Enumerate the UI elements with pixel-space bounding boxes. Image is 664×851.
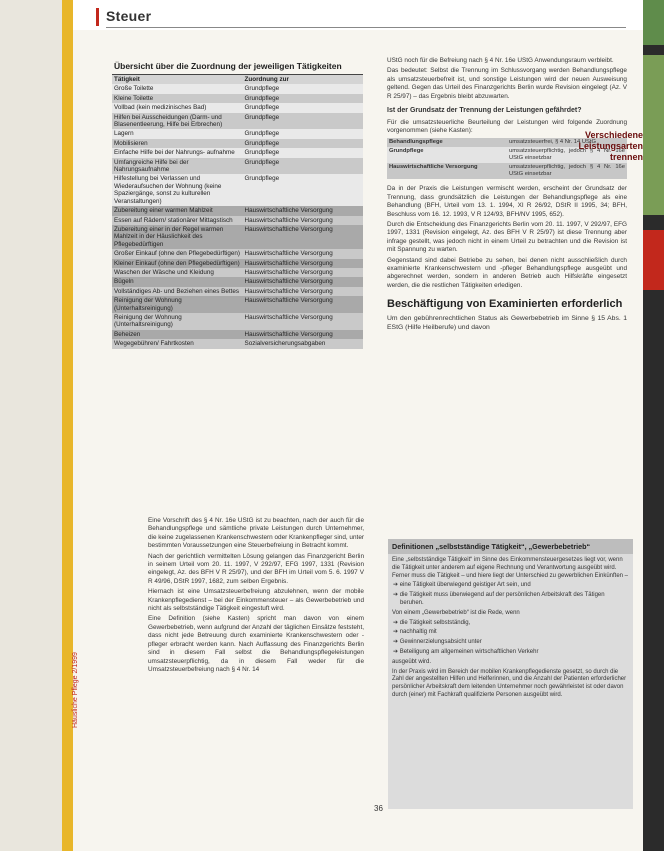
category-cell: Grundpflege <box>243 139 363 148</box>
table-row <box>112 113 363 130</box>
table-row <box>112 94 363 103</box>
task-cell: Beheizen <box>112 330 243 339</box>
task-cell: Vollständiges Ab- und Beziehen eines Bettes <box>112 287 243 296</box>
right-paragraph: Um den gebührenrechtlichen Status als Gewerbebetrieb im Sinne § 15 Abs. 1 EStG (Hilfe Heilberufe) und davon <box>387 315 627 331</box>
task-cell: Waschen der Wäsche und Kleidung <box>112 268 243 277</box>
page-number: 36 <box>374 804 383 813</box>
table-row <box>112 216 363 225</box>
category-cell: Hauswirtschaftliche Versorgung <box>243 268 363 277</box>
section-heading: Beschäftigung von Examinierten erforderlich <box>387 298 623 311</box>
task-cell: Reinigung der Wohnung (Unterhaltsreinigung) <box>112 313 243 330</box>
category-cell: Grundpflege <box>243 103 363 112</box>
definition-text: ausgeübt wird. <box>392 658 432 665</box>
task-cell: Zubereitung einer warmen Mahlzeit <box>112 206 243 215</box>
margin-note <box>567 130 643 163</box>
definition-box <box>388 539 633 809</box>
subheading-question: Ist der Grundsatz der Trennung der Leistungen gefährdet? <box>387 107 582 115</box>
category-cell: Grundpflege <box>243 84 363 93</box>
definition-text: In der Praxis wird im Bereich der mobilen Krankenpflegedienste gesetzt, so durch die Zahl der angestellten Hilfen und Helferinnen, und die Anzahl der Patienten erforderlicher persönlicher Arbeitskraft dem leitenden Unternehmer noch gewährleistet ist oder davon durch (einer) mit Fachkraft qualifizierte Personen ausgeübt wird. <box>392 668 627 698</box>
table-row <box>112 148 363 157</box>
table-row <box>112 158 363 175</box>
definition-text: Eine „selbstständige Tätigkeit“ im Sinne des Einkommensteuergesetzes liegt vor, wenn die Tätigkeit unter anderem auf eigene Rechnung und Verantwortung ausgeübt wird. Ferner muss die Tätigkeit – und hiere liegt der Unterschied zu gewerblichen Einkünften – <box>392 557 629 579</box>
task-cell: Bügeln <box>112 277 243 286</box>
definition-bullet: ➔ die Tätigkeit selbstständig, <box>393 619 471 626</box>
table-row <box>112 313 363 330</box>
task-cell: Mobilisieren <box>112 139 243 148</box>
category-cell: Hauswirtschaftliche Versorgung <box>243 330 363 339</box>
category-cell: Hauswirtschaftliche Versorgung <box>243 277 363 286</box>
category-cell: Hauswirtschaftliche Versorgung <box>243 225 363 249</box>
task-cell: Umfangreiche Hilfe bei der Nahrungsaufnahme <box>112 158 243 175</box>
task-cell: Kleine Toilette <box>112 94 243 103</box>
left-paragraph: Hiernach ist eine Umsatzsteuerbefreiung abzulehnen, wenn der mobile Krankenpflegedienst – bei der Einkommensteuer – als Gewerbebetrieb und nicht als selbstständige Tätigkeit eingestuft wird. <box>148 588 364 613</box>
assignment-table <box>112 59 363 509</box>
right-paragraph: Gegenstand sind dabei Betriebe zu sehen, bei denen nicht ausschließlich durch examinierte Krankenschwestern und -pfleger Behandlungspflege ausgeübt und abgerechnet werden, sondern in anderen Betrieb auch Hilfskräfte eingesetzt werden, die die restlichen Tätigkeiten erledigen. <box>387 256 627 289</box>
table-row <box>112 206 363 215</box>
left-margin <box>0 0 62 851</box>
box-label: Hauswirtschaftliche Versorgung <box>387 163 507 179</box>
margin-note-line: Leistungsarten <box>578 141 643 151</box>
box-value: umsatzsteuerpflichtig, jedoch § 4 Nr. 16e UStG einsetzbar <box>509 148 625 162</box>
left-paragraph: Nach der gerichtlich vermittelten Lösung gelangen das Finanzgericht Berlin in seinem Urteil vom 20. 11. 1997, V 292/97, EFG 1997, 1331 (Revision eingelegt, Az. des BFH V R 25/97), und der BFH im Urteil vom 5. 6. 1997 V R 49/96, DStR 1997, 1682, zum selben Ergebnis. <box>148 552 364 585</box>
table-row <box>112 174 363 206</box>
task-cell: Hilfestellung bei Verlassen und Wiederaufsuchen der Wohnung (keine Spaziergänge, sonst zu kulturellen Veranstaltungen) <box>112 174 243 206</box>
definition-text: Von einem „Gewerbebetrieb“ ist die Rede, wenn <box>392 609 520 616</box>
definition-bullet: ➔ nachhaltig mit <box>393 629 437 636</box>
header-marker <box>96 8 99 26</box>
box-label: Behandlungspflege <box>387 138 507 147</box>
table-row <box>112 84 363 93</box>
category-cell: Grundpflege <box>243 113 363 130</box>
right-paragraph: Das bedeutet: Selbst die Trennung im Schlussvorgang werden Behandlungspflege als umsatzsteuerbefreit ist, und sonstige Leistungen wird der neuen Ausweisung geltend. Gegen das Urteil des Finanzgerichts Berlin wurde Revision eingelegt (Az. V R 25/97) – das Ergebnis bleibt abzuwarten. <box>387 67 627 100</box>
table-row <box>112 277 363 286</box>
category-cell: Grundpflege <box>243 94 363 103</box>
left-paragraph: Eine Definition (siehe Kasten) spricht man davon von einem Gewerbebetrieb, wenn aufgrund der Anzahl der täglichen Einsätze feststeht, dass nicht jede Betreuung durch examinierte Krankenschwestern oder -pfleger erbracht werden kann. Nach Auffassung des Finanzgerichts Berlin sind in diesem Fall selbst die Behandlungspflegeleistungen umsatzsteuerpflichtig, da in diesem Fall weder für die Umsatzsteuerbefreiung nach § 4 Nr. 14 <box>148 615 364 673</box>
header-bar <box>73 0 643 30</box>
category-cell: Sozialversicherungsabgaben <box>243 339 363 348</box>
table-row <box>112 296 363 313</box>
right-text-column <box>387 57 627 334</box>
table-body <box>112 84 363 348</box>
right-paragraph: Durch die Entscheidung des Finanzgerichts Berlin vom 20. 11. 1997, V 292/97, EFG 1997, 1331 (Revision eingelegt, Az. des BFH V R 25/97) ist diese Trennung aber infrage gestellt, was jedoch nicht in einem Urteil zu betrachten und die Revision ist mit Spannung zu warten. <box>387 220 627 254</box>
category-cell: Hauswirtschaftliche Versorgung <box>243 296 363 313</box>
table-header-category: Zuordnung zur <box>243 75 363 84</box>
right-paragraph: UStG noch für die Befreiung nach § 4 Nr. 16e UStG Anwendungsraum verbleibt. <box>387 57 614 64</box>
table-row <box>112 339 363 348</box>
task-cell: Große Toilette <box>112 84 243 93</box>
table-row <box>112 103 363 112</box>
task-cell: Wegegebühren/ Fahrtkosten <box>112 339 243 348</box>
definition-bullet: ➔ Beteiligung am allgemeinen wirtschaftlichen Verkehr <box>393 648 539 655</box>
header-rule <box>106 27 626 28</box>
table-row <box>112 129 363 138</box>
category-cell: Grundpflege <box>243 158 363 175</box>
table-title: Übersicht über die Zuordnung der jeweiligen Tätigkeiten <box>112 59 363 75</box>
table-row <box>112 330 363 339</box>
category-cell: Grundpflege <box>243 129 363 138</box>
box-label: Grundpflege <box>387 147 507 163</box>
table-row <box>112 225 363 249</box>
left-paragraph: Eine Vorschrift des § 4 Nr. 16e UStG ist zu beachten, nach der auch für die Behandlungspflege und sämtliche private Leistungen durch Unternehmer, die keine zugelassenen Krankenschwestern oder Krankenpfleger sind, unter bestimmten Voraussetzungen eine Steuerbefreiung in Betracht kommt. <box>148 517 364 550</box>
task-cell: Reinigung der Wohnung (Unterhaltsreinigung) <box>112 296 243 313</box>
category-cell: Hauswirtschaftliche Versorgung <box>243 249 363 258</box>
category-cell: Hauswirtschaftliche Versorgung <box>243 216 363 225</box>
table <box>112 75 363 349</box>
task-cell: Lagern <box>112 129 243 138</box>
left-text-column <box>148 517 364 676</box>
task-cell: Einfache Hilfe bei der Nahrungs- aufnahme <box>112 148 243 157</box>
category-cell: Hauswirtschaftliche Versorgung <box>243 206 363 215</box>
margin-note-line: Verschiedene <box>584 130 643 140</box>
table-row <box>112 249 363 258</box>
definition-bullet: ➔ eine Tätigkeit überwiegend geistiger Art sein, und <box>393 582 531 589</box>
task-cell: Hilfen bei Ausscheidungen (Darm- und Blasenentleerung, Hilfe bei Erbrechen) <box>112 113 243 130</box>
category-cell: Grundpflege <box>243 174 363 206</box>
category-cell: Hauswirtschaftliche Versorgung <box>243 313 363 330</box>
category-cell: Hauswirtschaftliche Versorgung <box>243 259 363 268</box>
category-cell: Hauswirtschaftliche Versorgung <box>243 287 363 296</box>
definition-bullet: ➔ die Tätigkeit muss überwiegend auf der persönlichen Arbeitskraft des Tätigen beruhen. <box>393 592 605 606</box>
table-row <box>112 259 363 268</box>
table-row <box>112 139 363 148</box>
table-row <box>112 287 363 296</box>
definition-title: Definitionen „selbstständige Tätigkeit“, „Gewerbebetrieb“ <box>388 539 633 554</box>
box-value: umsatzsteuerfrei, § 4 Nr. 14 UStG <box>507 138 627 147</box>
task-cell: Essen auf Rädern/ stationärer Mittagstisch <box>112 216 243 225</box>
right-paragraph: Für die umsatzsteuerliche Beurteilung der Leistungen wird folgende Zuordnung vorgenommen (siehe Kasten): <box>387 118 627 134</box>
task-cell: Vollbad (kein medizinisches Bad) <box>112 103 243 112</box>
publication-label: Häusliche Pflege 2/1999 <box>72 652 79 728</box>
definition-bullet: ➔ Gewinnerzielungsabsicht unter <box>393 639 482 646</box>
margin-note-line: trennen <box>609 152 643 162</box>
definition-body <box>388 554 633 705</box>
task-cell: Zubereitung einer in der Regel warmen Mahlzeit in der Häuslichkeit des Pflegebedürftigen <box>112 225 243 249</box>
table-row <box>112 268 363 277</box>
task-cell: Kleiner Einkauf (ohne den Pflegebedürftigen) <box>112 259 243 268</box>
category-cell: Grundpflege <box>243 148 363 157</box>
table-header-task: Tätigkeit <box>112 75 243 84</box>
section-title: Steuer <box>106 8 152 24</box>
task-cell: Großer Einkauf (ohne den Pflegebedürftigen) <box>112 249 243 258</box>
right-edge-strip <box>643 0 664 851</box>
box-value: umsatzsteuerpflichtig, jedoch § 4 Nr. 16e UStG einsetzbar <box>509 164 625 178</box>
right-paragraph: Da in der Praxis die Leistungen vermischt werden, erscheint der Grundsatz der Trennung, dass grundsätzlich die Leistungen der Behandlungspflege als eine Behandlung (BFH, Urteil vom 13. 1. 1994, XI R 26/92, DStR II 1995, 34; BFH, Beschluss vom 16. 12. 1993, V R 124/93, BFH/NV 1995, 652). <box>387 185 627 218</box>
